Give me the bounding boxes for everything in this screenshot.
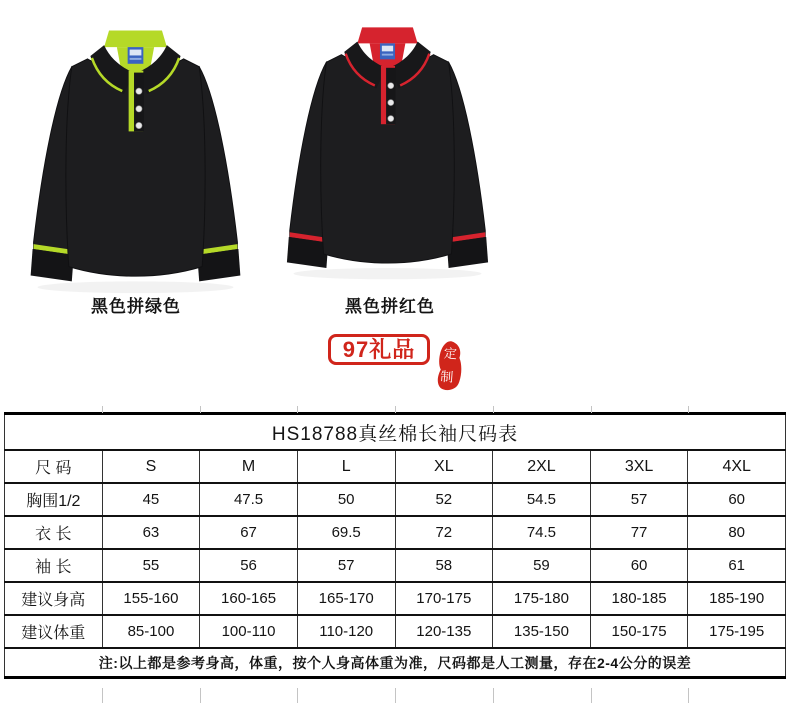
polo-shirt-illustration (270, 2, 505, 284)
size-column-label: 尺 码 (5, 450, 103, 483)
ghost-tick (297, 688, 298, 703)
size-value-cell: 165-170 (297, 582, 395, 615)
size-value-cell: 77 (590, 516, 688, 549)
size-value-cell: 50 (297, 483, 395, 516)
size-chart-title-row (5, 414, 786, 451)
ghost-tick (493, 688, 494, 703)
size-value-cell: 175-195 (688, 615, 786, 648)
size-chart-note: 注:以上都是参考身高，体重，按个人身高体重为准，尺码都是人工测量，存在2-4公分的误差 (5, 648, 786, 678)
size-chart-row (5, 516, 786, 549)
size-value-cell: 110-120 (297, 615, 395, 648)
product-label-black-green: 黑色拼绿色 (91, 297, 181, 316)
size-column-M: M (200, 450, 298, 483)
ghost-tick (493, 406, 494, 413)
ghost-tick (591, 406, 592, 413)
size-column-3XL: 3XL (590, 450, 688, 483)
size-value-cell: 61 (688, 549, 786, 582)
ghost-tick (688, 688, 689, 703)
size-chart-row (5, 483, 786, 516)
size-column-S: S (102, 450, 200, 483)
size-value-cell: 185-190 (688, 582, 786, 615)
product-label-black-red: 黑色拼红色 (345, 297, 435, 316)
row-label: 建议身高 (5, 582, 103, 615)
ghost-tick (102, 688, 103, 703)
seal-char-bottom: 制 (439, 369, 454, 386)
size-value-cell: 120-135 (395, 615, 493, 648)
size-column-XL: XL (395, 450, 493, 483)
size-chart-row (5, 549, 786, 582)
size-column-L: L (297, 450, 395, 483)
size-value-cell: 58 (395, 549, 493, 582)
size-value-cell: 155-160 (102, 582, 200, 615)
size-column-4XL: 4XL (688, 450, 786, 483)
size-value-cell: 160-165 (200, 582, 298, 615)
ghost-tick (395, 688, 396, 703)
size-value-cell: 54.5 (493, 483, 591, 516)
size-value-cell: 180-185 (590, 582, 688, 615)
ghost-tick (102, 406, 103, 413)
row-label: 袖 长 (5, 549, 103, 582)
product-image-black-red (270, 2, 505, 284)
size-value-cell: 45 (102, 483, 200, 516)
size-value-cell: 100-110 (200, 615, 298, 648)
size-chart-row (5, 615, 786, 648)
row-label: 胸围1/2 (5, 483, 103, 516)
size-value-cell: 150-175 (590, 615, 688, 648)
size-value-cell: 63 (102, 516, 200, 549)
row-label: 建议体重 (5, 615, 103, 648)
size-value-cell: 175-180 (493, 582, 591, 615)
size-value-cell: 47.5 (200, 483, 298, 516)
size-value-cell: 60 (688, 483, 786, 516)
size-value-cell: 85-100 (102, 615, 200, 648)
brand-seal-stamp-icon (433, 339, 465, 394)
ghost-tick (395, 406, 396, 413)
size-value-cell: 52 (395, 483, 493, 516)
size-value-cell: 57 (297, 549, 395, 582)
ghost-tick (688, 406, 689, 413)
size-value-cell: 74.5 (493, 516, 591, 549)
brand-logo: 97礼品 (328, 334, 430, 365)
size-value-cell: 60 (590, 549, 688, 582)
product-image-black-green (13, 4, 258, 298)
size-value-cell: 56 (200, 549, 298, 582)
size-chart-header-row (5, 450, 786, 483)
size-chart-title: HS18788真丝棉长袖尺码表 (5, 414, 786, 451)
size-value-cell: 170-175 (395, 582, 493, 615)
size-value-cell: 69.5 (297, 516, 395, 549)
seal-char-top: 定 (443, 346, 458, 363)
size-value-cell: 59 (493, 549, 591, 582)
ghost-tick (591, 688, 592, 703)
size-chart-table (4, 412, 786, 679)
size-chart-row (5, 582, 786, 615)
size-value-cell: 55 (102, 549, 200, 582)
size-value-cell: 57 (590, 483, 688, 516)
size-value-cell: 72 (395, 516, 493, 549)
size-value-cell: 67 (200, 516, 298, 549)
size-column-2XL: 2XL (493, 450, 591, 483)
size-value-cell: 135-150 (493, 615, 591, 648)
ghost-tick (297, 406, 298, 413)
ghost-tick (200, 406, 201, 413)
row-label: 衣 长 (5, 516, 103, 549)
size-value-cell: 80 (688, 516, 786, 549)
ghost-tick (200, 688, 201, 703)
size-chart-note-row (5, 648, 786, 678)
polo-shirt-illustration (13, 4, 258, 298)
